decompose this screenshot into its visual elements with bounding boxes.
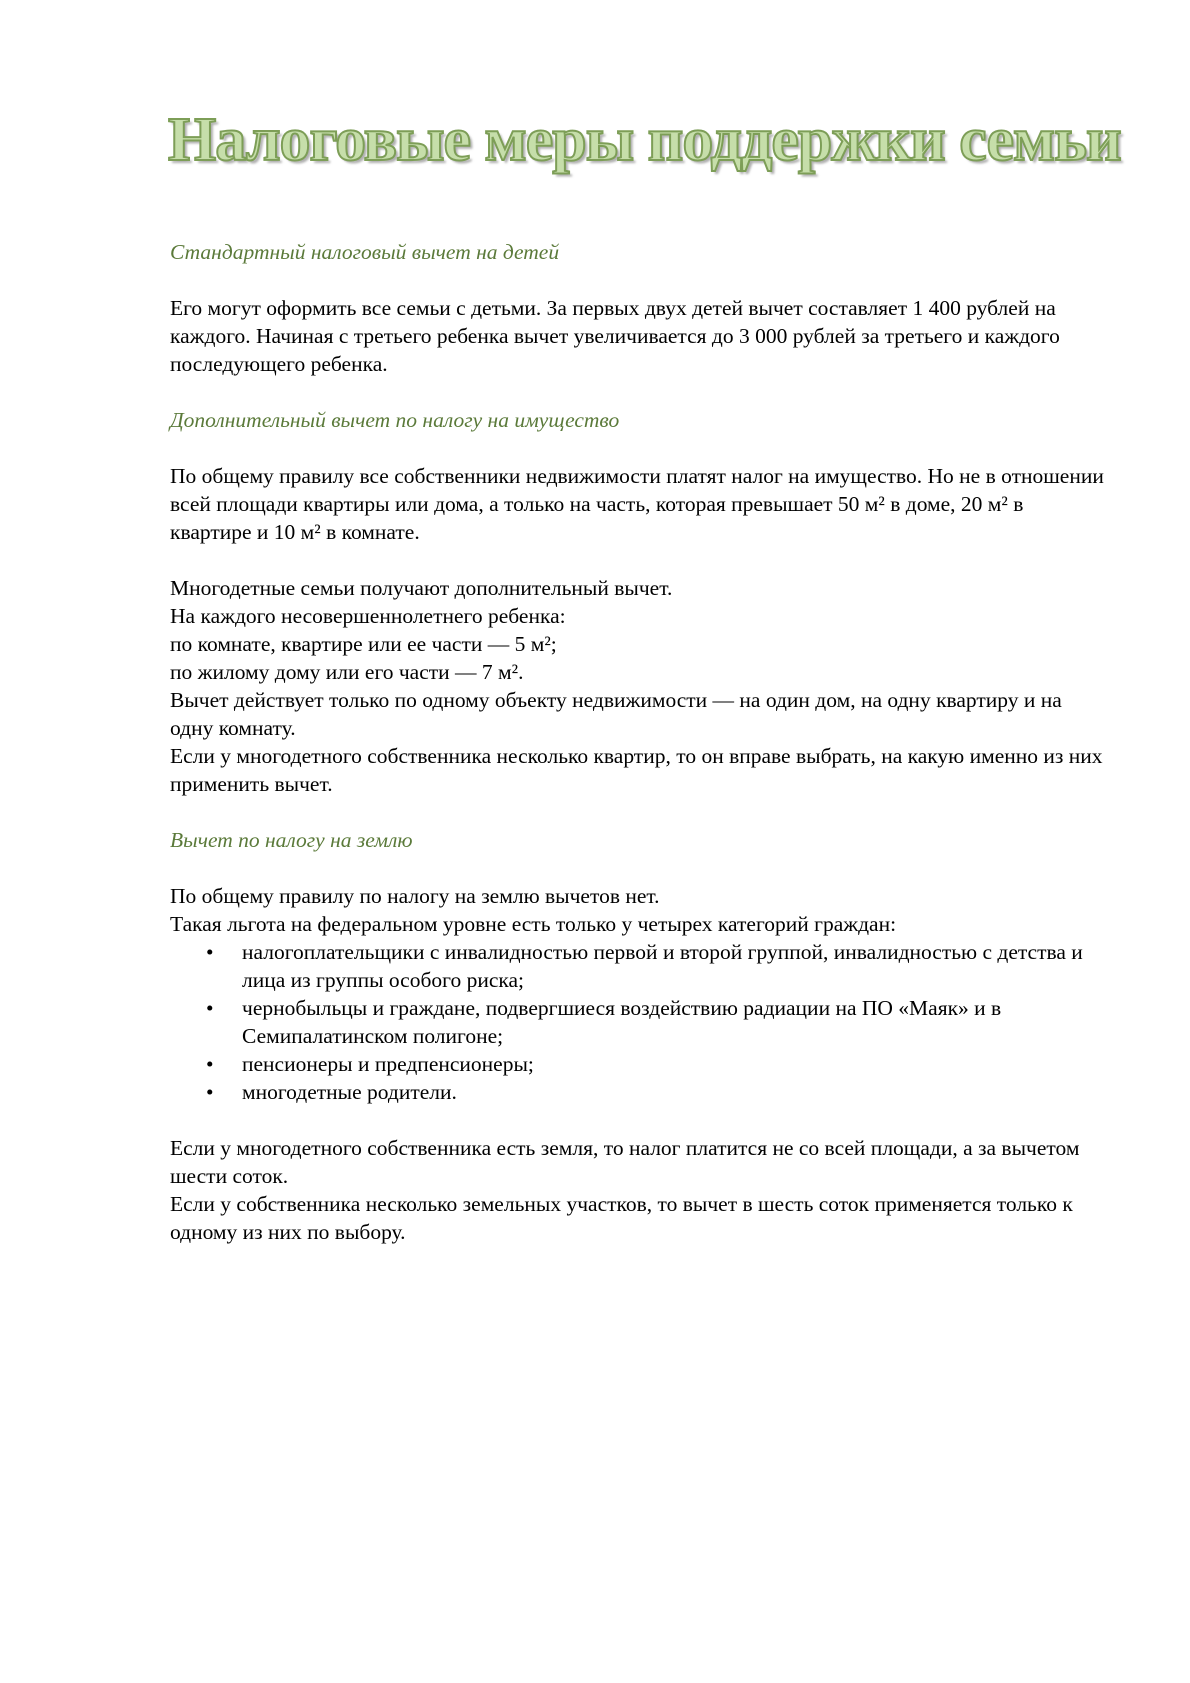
paragraph: [170, 462, 1110, 546]
list-item-text: многодетные родители.: [242, 1080, 457, 1104]
bullet-list: [170, 938, 1110, 1106]
text-line: Если у собственника несколько земельных участков, то вычет в шесть соток применяется только к одному из них по выбору.: [170, 1192, 1073, 1244]
text-line: По общему правилу все собственники недвижимости платят налог на имущество. Но не в отношении всей площади квартиры или дома, а только на часть, которая превышает 50 м² в доме, 20 м² в квартире и 10 м² в комнате.: [170, 464, 1104, 544]
list-item: [206, 938, 1110, 994]
spacer: [170, 1106, 1110, 1134]
paragraph: [170, 574, 1110, 798]
bullet-icon: •: [206, 940, 214, 964]
list-item: [206, 1050, 1110, 1078]
bullet-icon: •: [206, 1080, 214, 1104]
text-line: Многодетные семьи получают дополнительный вычет.: [170, 576, 673, 600]
list-item: [206, 994, 1110, 1050]
text-line: Вычет действует только по одному объекту недвижимости — на один дом, на одну квартиру и на одну комнату.: [170, 688, 1062, 740]
text-line: по комнате, квартире или ее части — 5 м²;: [170, 632, 557, 656]
list-item-text: пенсионеры и предпенсионеры;: [242, 1052, 534, 1076]
paragraph: [170, 882, 1110, 938]
text-line: По общему правилу по налогу на землю вычетов нет.: [170, 884, 660, 908]
list-item: [206, 1078, 1110, 1106]
list-item-text: налогоплательщики с инвалидностью первой и второй группой, инвалидностью с детства и лица из группы особого риска;: [242, 940, 1083, 992]
text-line: Его могут оформить все семьи с детьми. За первых двух детей вычет составляет 1 400 рублей на каждого. Начиная с третьего ребенка вычет увеличивается до 3 000 рублей за третьего и каждого последующего ребенка.: [170, 296, 1060, 376]
text-line: Такая льгота на федеральном уровне есть только у четырех категорий граждан:: [170, 912, 897, 936]
text-line: по жилому дому или его части — 7 м².: [170, 660, 524, 684]
paragraph: [170, 1134, 1110, 1246]
list-item-text: чернобыльцы и граждане, подвергшиеся воздействию радиации на ПО «Маяк» и в Семипалатинском полигоне;: [242, 996, 1002, 1048]
text-line: Если у многодетного собственника есть земля, то налог платится не со всей площади, а за вычетом шести соток.: [170, 1136, 1080, 1188]
text-line: На каждого несовершеннолетнего ребенка:: [170, 604, 566, 628]
section-land-deduction: [170, 826, 1110, 1246]
section-heading: Дополнительный вычет по налогу на имущество: [170, 408, 620, 432]
bullet-icon: •: [206, 1052, 214, 1076]
section-child-deduction: [170, 238, 1110, 378]
bullet-icon: •: [206, 996, 214, 1020]
text-line: Если у многодетного собственника несколько квартир, то он вправе выбрать, на какую именно из них применить вычет.: [170, 744, 1103, 796]
document-title: Налоговые меры поддержки семьи: [168, 106, 1121, 174]
section-property-deduction: [170, 406, 1110, 798]
section-heading: Стандартный налоговый вычет на детей: [170, 240, 560, 264]
document-body: [170, 238, 1110, 1246]
paragraph: [170, 294, 1110, 378]
section-heading: Вычет по налогу на землю: [170, 828, 413, 852]
